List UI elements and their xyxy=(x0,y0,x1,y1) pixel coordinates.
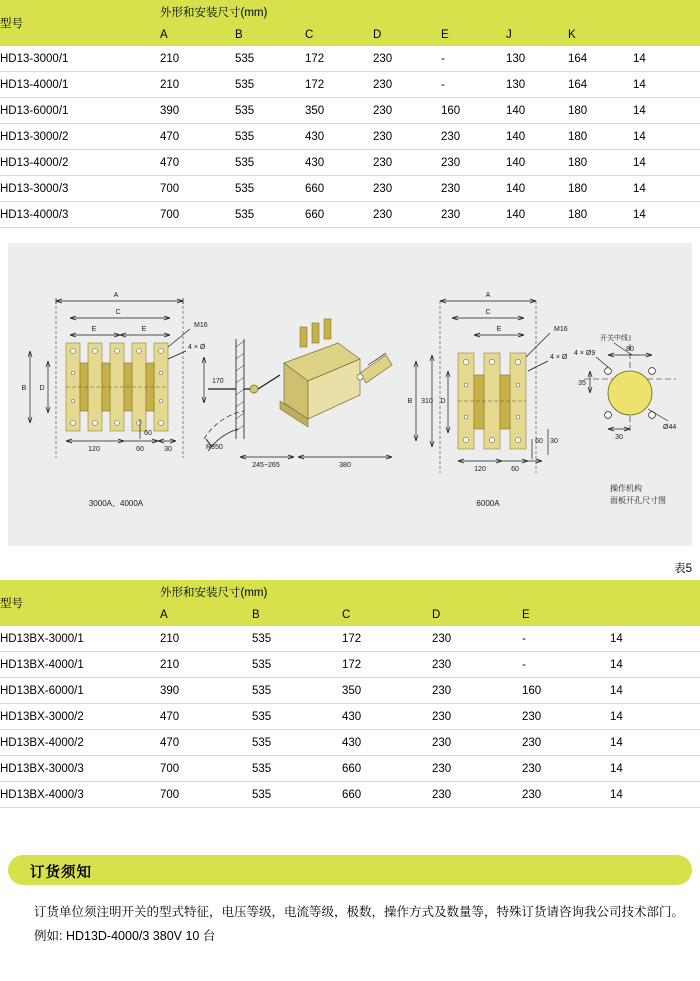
table2-row0-c: 172 xyxy=(342,626,432,652)
table2-row5-last: 14 xyxy=(610,756,700,782)
table2-row4-e: 230 xyxy=(522,730,610,756)
table1-row6-j: 140 xyxy=(506,202,568,228)
table2-col-c: C xyxy=(342,603,432,626)
table2-row4-a: 470 xyxy=(160,730,252,756)
table1-row5-model: HD13-3000/3 xyxy=(0,176,160,202)
table-row xyxy=(0,652,700,678)
table1-row5-a: 700 xyxy=(160,176,235,202)
table1-row1-model: HD13-4000/1 xyxy=(0,72,160,98)
table1-row0-d: 230 xyxy=(373,46,441,72)
table1-row6-b: 535 xyxy=(235,202,305,228)
table1-col-last xyxy=(633,23,700,46)
table2-row1-c: 172 xyxy=(342,652,432,678)
table2-row3-b: 535 xyxy=(252,704,342,730)
label-A-right: A xyxy=(485,292,491,299)
table1-row2-model: HD13-6000/1 xyxy=(0,98,160,124)
table1-row4-last: 14 xyxy=(633,150,700,176)
table1-col-b: B xyxy=(235,23,305,46)
order-notice-example: 例如: HD13D-4000/3 380V 10 台 xyxy=(34,929,216,943)
table2-row1-a: 210 xyxy=(160,652,252,678)
spec-table-1-container xyxy=(0,0,700,228)
table-row xyxy=(0,72,700,98)
table2-header-row xyxy=(0,580,700,603)
table2-row1-e: - xyxy=(522,652,610,678)
table1-row2-last: 14 xyxy=(633,98,700,124)
spec-table-1 xyxy=(0,0,700,228)
table2-row0-e: - xyxy=(522,626,610,652)
table1-row2-a: 390 xyxy=(160,98,235,124)
label-80: 80 xyxy=(626,346,634,353)
table1-row5-e: 230 xyxy=(441,176,506,202)
table1-row3-d: 230 xyxy=(373,124,441,150)
table2-header-dims: 外形和安装尺寸(mm) xyxy=(160,580,700,603)
label-M16-left: M16 xyxy=(194,322,208,329)
table2-row4-model: HD13BX-4000/2 xyxy=(0,730,160,756)
table1-row3-j: 140 xyxy=(506,124,568,150)
table1-row3-model: HD13-3000/2 xyxy=(0,124,160,150)
table2-row2-d: 230 xyxy=(432,678,522,704)
table-row xyxy=(0,730,700,756)
table2-row3-c: 430 xyxy=(342,704,432,730)
table1-row3-last: 14 xyxy=(633,124,700,150)
table-row xyxy=(0,150,700,176)
table1-row0-a: 210 xyxy=(160,46,235,72)
table2-row4-c: 430 xyxy=(342,730,432,756)
table1-row1-last: 14 xyxy=(633,72,700,98)
table2-row0-b: 535 xyxy=(252,626,342,652)
label-E-left-1: E xyxy=(91,326,97,333)
table2-row6-d: 230 xyxy=(432,782,522,808)
table1-row0-b: 535 xyxy=(235,46,305,72)
table1-col-k: K xyxy=(568,23,633,46)
label-M16-right: M16 xyxy=(554,326,568,333)
table1-row4-model: HD13-4000/2 xyxy=(0,150,160,176)
table2-col-last xyxy=(610,603,700,626)
label-C-right: C xyxy=(485,309,491,316)
table1-row6-k: 180 xyxy=(568,202,633,228)
table1-col-e: E xyxy=(441,23,506,46)
label-30-right: 30 xyxy=(550,438,558,445)
table2-col-b: B xyxy=(252,603,342,626)
table1-col-d: D xyxy=(373,23,441,46)
table1-row4-e: 230 xyxy=(441,150,506,176)
table1-row6-c: 660 xyxy=(305,202,373,228)
label-60-left: 60 xyxy=(136,446,144,453)
table1-row1-d: 230 xyxy=(373,72,441,98)
label-310: 310 xyxy=(421,398,433,405)
table1-row0-j: 130 xyxy=(506,46,568,72)
table2-row3-d: 230 xyxy=(432,704,522,730)
table1-row4-b: 535 xyxy=(235,150,305,176)
table1-header-row xyxy=(0,0,700,23)
table1-row1-b: 535 xyxy=(235,72,305,98)
table1-row4-c: 430 xyxy=(305,150,373,176)
order-notice-banner xyxy=(8,855,692,885)
table2-row2-model: HD13BX-6000/1 xyxy=(0,678,160,704)
table2-row0-model: HD13BX-3000/1 xyxy=(0,626,160,652)
table1-row6-e: 230 xyxy=(441,202,506,228)
table2-row1-last: 14 xyxy=(610,652,700,678)
label-60-right: 60 xyxy=(511,466,519,473)
table1-col-a: A xyxy=(160,23,235,46)
table2-row2-c: 350 xyxy=(342,678,432,704)
table1-col-j: J xyxy=(506,23,568,46)
label-A-left: A xyxy=(113,292,119,299)
label-B-right: B xyxy=(407,398,413,405)
label-60-left-v: 60 xyxy=(144,430,152,437)
table2-row1-b: 535 xyxy=(252,652,342,678)
table1-row1-k: 164 xyxy=(568,72,633,98)
table1-row4-a: 470 xyxy=(160,150,235,176)
order-notice-title: 订货须知 xyxy=(30,865,92,881)
table5-caption: 表5 xyxy=(674,563,692,575)
label-B-left: B xyxy=(21,385,27,392)
table-row xyxy=(0,756,700,782)
table2-row5-model: HD13BX-3000/3 xyxy=(0,756,160,782)
label-120-left: 120 xyxy=(88,446,100,453)
table2-row4-b: 535 xyxy=(252,730,342,756)
label-120-right: 120 xyxy=(474,466,486,473)
table1-header-dims: 外形和安装尺寸(mm) xyxy=(160,0,700,23)
table2-row2-last: 14 xyxy=(610,678,700,704)
table1-col-c: C xyxy=(305,23,373,46)
table1-row4-d: 230 xyxy=(373,150,441,176)
label-30-left: 30 xyxy=(164,446,172,453)
label-4xD9: 4 × Ø9 xyxy=(574,350,596,357)
table1-row1-j: 130 xyxy=(506,72,568,98)
table2-col-e: E xyxy=(522,603,610,626)
table2-row0-d: 230 xyxy=(432,626,522,652)
table1-row2-e: 160 xyxy=(441,98,506,124)
table1-row2-k: 180 xyxy=(568,98,633,124)
table-row xyxy=(0,202,700,228)
table1-row2-j: 140 xyxy=(506,98,568,124)
label-D-right: D xyxy=(440,398,446,405)
table2-col-a: A xyxy=(160,603,252,626)
table2-row3-last: 14 xyxy=(610,704,700,730)
table2-row4-d: 230 xyxy=(432,730,522,756)
table-row xyxy=(0,678,700,704)
table2-row3-e: 230 xyxy=(522,704,610,730)
table1-row3-b: 535 xyxy=(235,124,305,150)
table1-header-model: 型号 xyxy=(0,0,160,46)
table1-row3-c: 430 xyxy=(305,124,373,150)
table1-row6-last: 14 xyxy=(633,202,700,228)
label-60-right-v: 60 xyxy=(535,438,543,445)
table2-row6-last: 14 xyxy=(610,782,700,808)
label-dia44: Ø44 xyxy=(663,424,677,431)
table1-row2-b: 535 xyxy=(235,98,305,124)
table1-row0-last: 14 xyxy=(633,46,700,72)
table2-row3-model: HD13BX-3000/2 xyxy=(0,704,160,730)
table1-row5-c: 660 xyxy=(305,176,373,202)
table2-row4-last: 14 xyxy=(610,730,700,756)
table-row xyxy=(0,46,700,72)
table1-row4-j: 140 xyxy=(506,150,568,176)
table1-row4-k: 180 xyxy=(568,150,633,176)
label-30-panel: 30 xyxy=(615,434,623,441)
table2-row3-a: 470 xyxy=(160,704,252,730)
table1-row0-e: - xyxy=(441,46,506,72)
table1-row5-b: 535 xyxy=(235,176,305,202)
table1-row6-model: HD13-4000/3 xyxy=(0,202,160,228)
table2-row6-b: 535 xyxy=(252,782,342,808)
dimension-drawing-svg xyxy=(8,243,692,546)
label-170: 170 xyxy=(212,378,224,385)
label-245-265: 245~265 xyxy=(252,462,280,469)
dimension-drawing-figure xyxy=(8,243,692,546)
label-R350: R350 xyxy=(206,444,223,451)
table1-row3-k: 180 xyxy=(568,124,633,150)
table1-row2-d: 230 xyxy=(373,98,441,124)
table1-row5-k: 180 xyxy=(568,176,633,202)
table1-row5-d: 230 xyxy=(373,176,441,202)
table2-row1-d: 230 xyxy=(432,652,522,678)
table2-row5-e: 230 xyxy=(522,756,610,782)
figure-right-caption: 6000A xyxy=(476,499,500,508)
table-row xyxy=(0,782,700,808)
table1-row0-k: 164 xyxy=(568,46,633,72)
table-row xyxy=(0,704,700,730)
table2-col-d: D xyxy=(432,603,522,626)
table2-row6-model: HD13BX-4000/3 xyxy=(0,782,160,808)
order-notice-body xyxy=(10,900,690,948)
table1-row0-c: 172 xyxy=(305,46,373,72)
table1-row5-last: 14 xyxy=(633,176,700,202)
table1-row1-a: 210 xyxy=(160,72,235,98)
table2-row5-a: 700 xyxy=(160,756,252,782)
label-D-left: D xyxy=(39,385,45,392)
table2-row6-a: 700 xyxy=(160,782,252,808)
table2-row2-b: 535 xyxy=(252,678,342,704)
table1-row5-j: 140 xyxy=(506,176,568,202)
table2-row6-c: 660 xyxy=(342,782,432,808)
table1-row2-c: 350 xyxy=(305,98,373,124)
table-row xyxy=(0,98,700,124)
table1-row0-model: HD13-3000/1 xyxy=(0,46,160,72)
table1-row6-d: 230 xyxy=(373,202,441,228)
label-4xD-left: 4 × Ø xyxy=(188,344,206,351)
panel-caption-line2: 面板开孔尺寸图 xyxy=(610,496,666,505)
spec-table-2-container xyxy=(0,580,700,808)
label-35: 35 xyxy=(578,380,586,387)
table2-row5-b: 535 xyxy=(252,756,342,782)
table1-row1-e: - xyxy=(441,72,506,98)
label-switch-center-line: 开关中线 xyxy=(600,335,628,342)
table2-header-model: 型号 xyxy=(0,580,160,626)
table-row xyxy=(0,124,700,150)
table1-row3-a: 470 xyxy=(160,124,235,150)
table2-row6-e: 230 xyxy=(522,782,610,808)
table2-row0-last: 14 xyxy=(610,626,700,652)
order-notice-paragraph: 订货单位须注明开关的型式特征，电压等级，电流等级，极数，操作方式及数量等，特殊订货请咨询我公司技术部门。 xyxy=(34,905,685,919)
table1-row3-e: 230 xyxy=(441,124,506,150)
table-row xyxy=(0,176,700,202)
table2-row5-c: 660 xyxy=(342,756,432,782)
table-row xyxy=(0,626,700,652)
label-380: 380 xyxy=(339,462,351,469)
table2-row2-a: 390 xyxy=(160,678,252,704)
table2-row5-d: 230 xyxy=(432,756,522,782)
table1-row6-a: 700 xyxy=(160,202,235,228)
label-E-left-2: E xyxy=(141,326,147,333)
spec-table-2 xyxy=(0,580,700,808)
panel-caption-line1: 操作机构 xyxy=(610,484,642,493)
table2-row0-a: 210 xyxy=(160,626,252,652)
figure-left-caption: 3000A、4000A xyxy=(88,499,144,508)
label-4xD-right: 4 × Ø xyxy=(550,354,568,361)
label-E-right: E xyxy=(496,326,502,333)
table2-row2-e: 160 xyxy=(522,678,610,704)
label-C-left: C xyxy=(115,309,121,316)
table2-row1-model: HD13BX-4000/1 xyxy=(0,652,160,678)
table1-row1-c: 172 xyxy=(305,72,373,98)
